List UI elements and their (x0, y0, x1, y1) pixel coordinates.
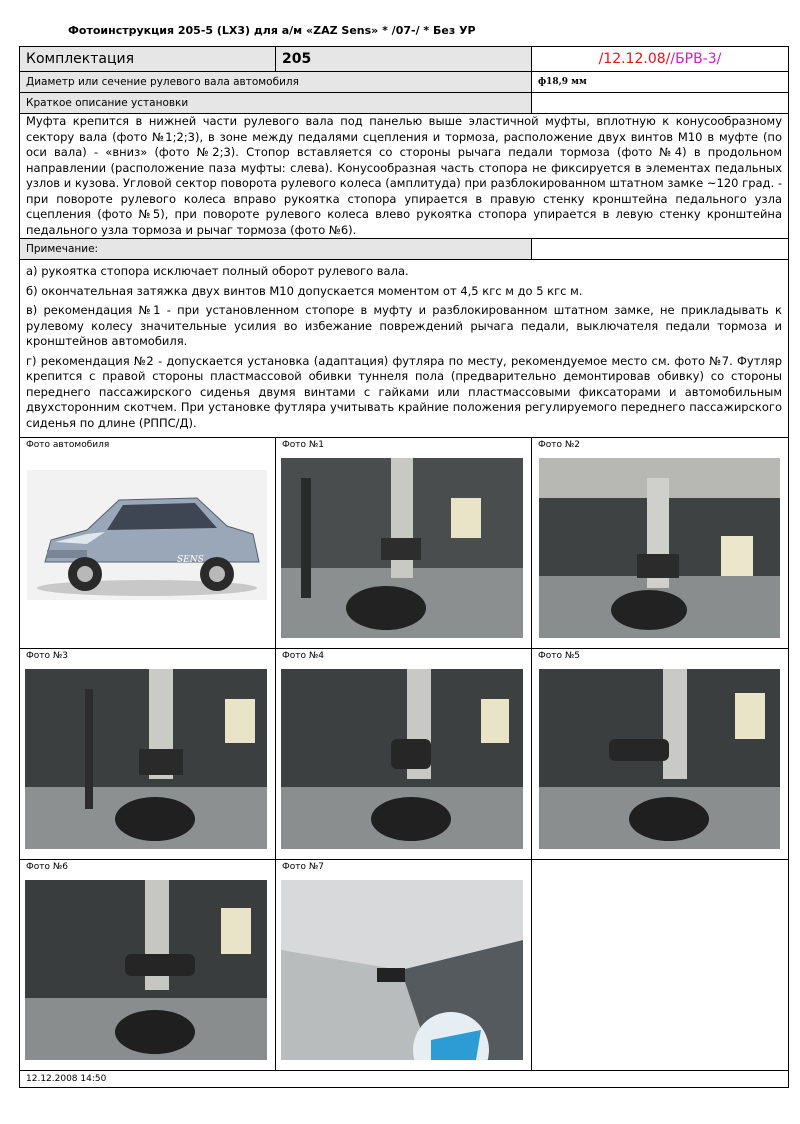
photo-cell-car (20, 438, 276, 649)
car-photo (27, 470, 267, 600)
notes-label-blank (532, 239, 789, 260)
photo-row (20, 649, 789, 860)
photo-cell-6 (20, 860, 276, 1071)
notes-label-row (20, 239, 789, 260)
photo-label: Фото №6 (26, 862, 68, 872)
note-item: в) рекомендация №1 - при установленном стопоре в муфту и разблокированном штатном замке, не прикладывать к рулевому колесу значительные усилия во избежание повреждений рычага педали, выключателя педали тормоза и кронштейнов автомобиля. (26, 303, 782, 348)
note-item: а) рукоятка стопора исключает полный оборот рулевого вала. (26, 264, 409, 278)
photo-label: Фото №3 (26, 651, 68, 661)
pedal-photo (539, 458, 780, 638)
notes-label: Примечание: (20, 239, 532, 260)
pedal-photo (25, 669, 267, 849)
install-description: Муфта крепится в нижней части рулевого вала под панелью выше эластичной муфты, вплотную к конусообразному сектору вала (фото №1;2;3), в зоне между педалями сцепления и тормоза, расположение двух винтов М10 в муфте (по оси вала) - «вниз» (фото №2;3). Стопор вставляется со стороны рычага педали тормоза (фото №4) в продольном направлении (расположение паза муфты: слева). Конусообразная часть стопора не фиксируется в элементах педальных узлов и кузова. Угловой сектор поворота рулевого колеса (амплитуда) при разблокированном штатном замке ~120 град. - при повороте рулевого колеса вправо рукоятка стопора упирается в правую стенку кронштейна педального узла сцепления (фото №5), при повороте рулевого колеса влево рукоятка стопора упирается в левую стенку кронштейна педального узла тормоза и рычаг тормоза (фото №6). (20, 114, 789, 239)
photo-cell-5 (532, 649, 789, 860)
pedal-photo (539, 669, 780, 849)
shaft-label: Диаметр или сечение рулевого вала автомобиля (20, 72, 532, 93)
pedal-photo (281, 458, 523, 638)
revision-code: /БРВ-3/ (670, 51, 722, 67)
car-badge: SENS (177, 555, 204, 565)
notes-row (20, 260, 789, 438)
footer-row (20, 1071, 789, 1088)
photo-row (20, 438, 789, 649)
photo-label: Фото №1 (282, 440, 324, 450)
install-label-blank (532, 93, 789, 114)
note-item: г) рекомендация №2 - допускается установка (адаптация) футляра по месту, рекомендуемое место см. фото №7. Футляр крепится с правой стороны пластмассовой обивки туннеля пола (предварительно демонтировав обивку) со стороны переднего пассажирского сиденья двумя винтами с гайками или пластмассовыми фиксаторами и автомобильным двухсторонним скотчем. При установке футляра учитывать крайние положения регулируемого переднего пассажирского сиденья по длине (РППС/Д). (26, 353, 782, 430)
photo-cell-4 (276, 649, 532, 860)
photo-label: Фото №7 (282, 862, 324, 872)
config-value: 205 (276, 47, 532, 72)
photo-row (20, 860, 789, 1071)
instruction-table (19, 46, 789, 1088)
document-title: Фотоинструкция 205-5 (LX3) для а/м «ZAZ Sens» * /07-/ * Без УР (68, 24, 476, 37)
revision-stamp (532, 47, 789, 72)
photo-label: Фото №4 (282, 651, 324, 661)
photo-cell-empty (532, 860, 789, 1071)
config-label: Комплектация (20, 47, 276, 72)
photo-cell-1 (276, 438, 532, 649)
footer-timestamp: 12.12.2008 14:50 (20, 1071, 789, 1088)
pedal-photo (281, 669, 523, 849)
install-label-row (20, 93, 789, 114)
install-text-row (20, 114, 789, 239)
photo-cell-3 (20, 649, 276, 860)
revision-date: /12.12.08/ (598, 51, 671, 67)
photo-label: Фото №5 (538, 651, 580, 661)
pedal-photo (25, 880, 267, 1060)
note-item: б) окончательная затяжка двух винтов М10 допускается моментом от 4,5 кгс м до 5 кгс м. (26, 283, 583, 298)
shaft-row (20, 72, 789, 93)
notes-list (20, 260, 789, 438)
photo-label: Фото автомобиля (26, 440, 110, 450)
photo-cell-2 (532, 438, 789, 649)
config-row (20, 47, 789, 72)
tunnel-photo (281, 880, 523, 1060)
photo-label: Фото №2 (538, 440, 580, 450)
shaft-value: ф18,9 мм (532, 72, 789, 93)
install-label: Краткое описание установки (20, 93, 532, 114)
photo-cell-7 (276, 860, 532, 1071)
